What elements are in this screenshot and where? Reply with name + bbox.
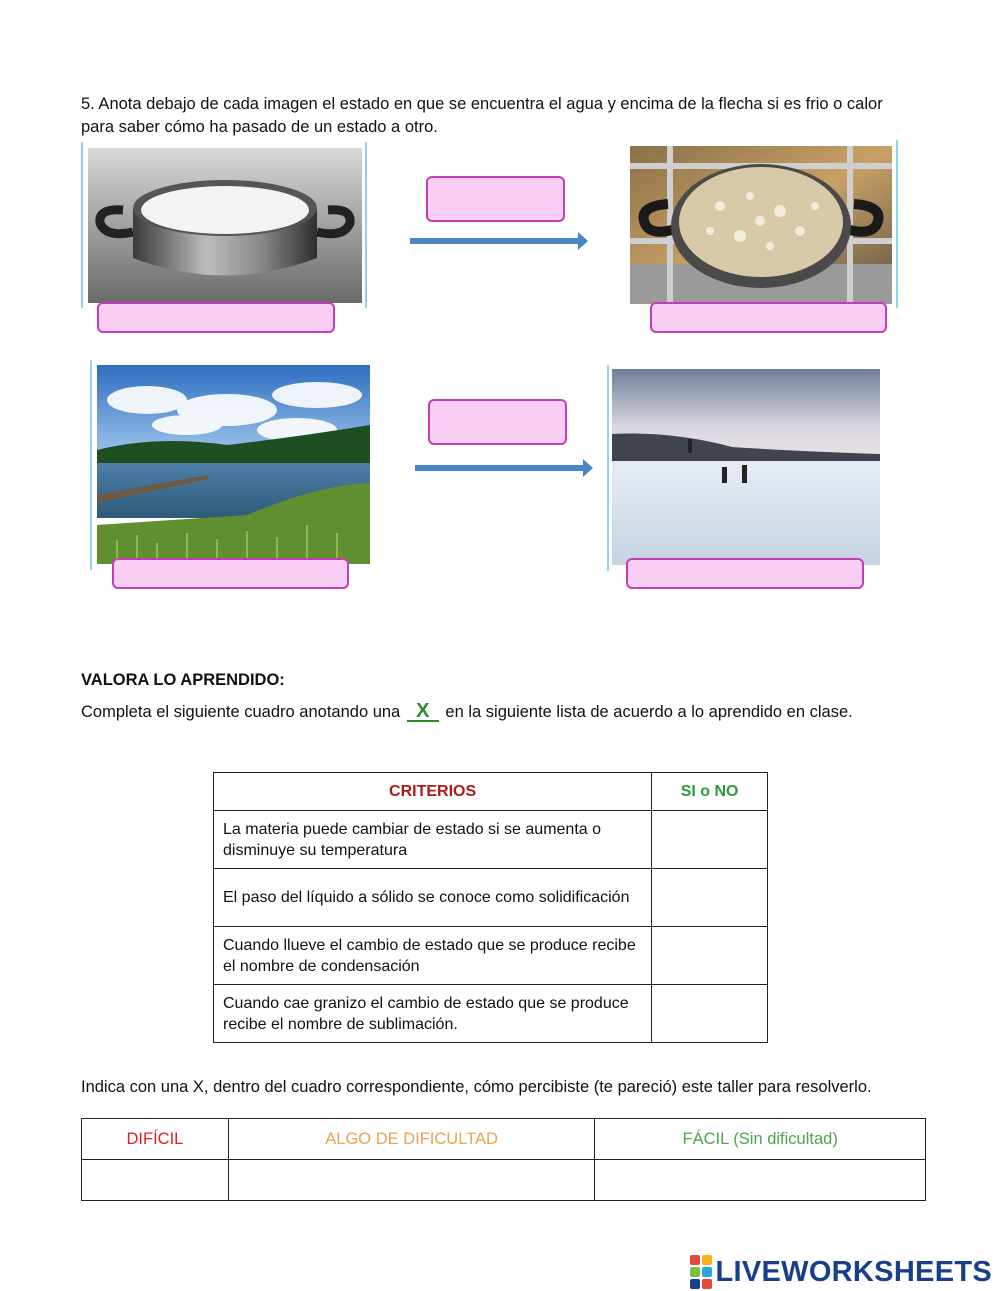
- answer-cell[interactable]: [652, 811, 768, 869]
- criterion-text: Cuando llueve el cambio de estado que se produce recibe el nombre de condensación: [214, 927, 652, 985]
- logo-text: LIVEWORKSHEETS: [715, 1255, 992, 1288]
- difficulty-easy: FÁCIL (Sin dificultad): [595, 1119, 926, 1160]
- answer-cell[interactable]: [652, 869, 768, 927]
- arrow-right-1: [410, 238, 578, 244]
- criterion-text: El paso del líquido a sólido se conoce como solidificación: [214, 869, 652, 927]
- x-mark-example: X: [407, 702, 439, 722]
- frozen-lake-image: [612, 369, 880, 565]
- arrow-answer-field-1[interactable]: [426, 176, 565, 222]
- section-title: VALORA LO APRENDIDO:: [81, 671, 285, 689]
- answer-cell-easy[interactable]: [595, 1160, 926, 1201]
- arrow-answer-field-2[interactable]: [428, 399, 567, 445]
- header-si-no: SI o NO: [652, 773, 768, 811]
- lake-image: [97, 365, 370, 564]
- difficulty-table: [81, 1118, 926, 1201]
- answer-field-ice[interactable]: [626, 558, 864, 589]
- table-row: [214, 869, 768, 927]
- pot-image: [88, 148, 362, 303]
- question-5-text: 5. Anota debajo de cada imagen el estado en que se encuentra el agua y encima de la flecha si es frio o calor para saber cómo ha pasado de un estado a otro.: [81, 95, 883, 136]
- answer-cell[interactable]: [652, 927, 768, 985]
- table-row: [214, 927, 768, 985]
- criteria-header-row: [214, 773, 768, 811]
- table-row: [214, 811, 768, 869]
- difficulty-medium: ALGO DE DIFICULTAD: [228, 1119, 595, 1160]
- answer-field-lake[interactable]: [112, 558, 349, 589]
- instruction-after: en la siguiente lista de acuerdo a lo aprendido en clase.: [445, 703, 853, 721]
- instruction-before: Completa el siguiente cuadro anotando una: [81, 703, 401, 721]
- difficulty-header-row: [82, 1119, 926, 1160]
- header-criterios: CRITERIOS: [214, 773, 652, 811]
- logo-blocks-icon: [690, 1255, 712, 1289]
- difficulty-hard: DIFÍCIL: [82, 1119, 229, 1160]
- answer-cell-hard[interactable]: [82, 1160, 229, 1201]
- table-row: [214, 985, 768, 1043]
- answer-cell[interactable]: [652, 985, 768, 1043]
- boiling-pan-image: [630, 146, 892, 304]
- arrow-right-2: [415, 465, 583, 471]
- answer-cell-medium[interactable]: [228, 1160, 595, 1201]
- difficulty-prompt: Indica con una X, dentro del cuadro correspondiente, cómo percibiste (te pareció) este taller para resolverlo.: [81, 1078, 872, 1096]
- criterion-text: La materia puede cambiar de estado si se aumenta o disminuye su temperatura: [214, 811, 652, 869]
- criteria-table: [213, 772, 768, 1043]
- instruction-text: [81, 701, 881, 723]
- criterion-text: Cuando cae granizo el cambio de estado que se produce recibe el nombre de sublimación.: [214, 985, 652, 1043]
- difficulty-answer-row: [82, 1160, 926, 1201]
- answer-field-boiling[interactable]: [650, 302, 887, 333]
- liveworksheets-logo: [690, 1255, 993, 1289]
- answer-field-pot[interactable]: [97, 302, 335, 333]
